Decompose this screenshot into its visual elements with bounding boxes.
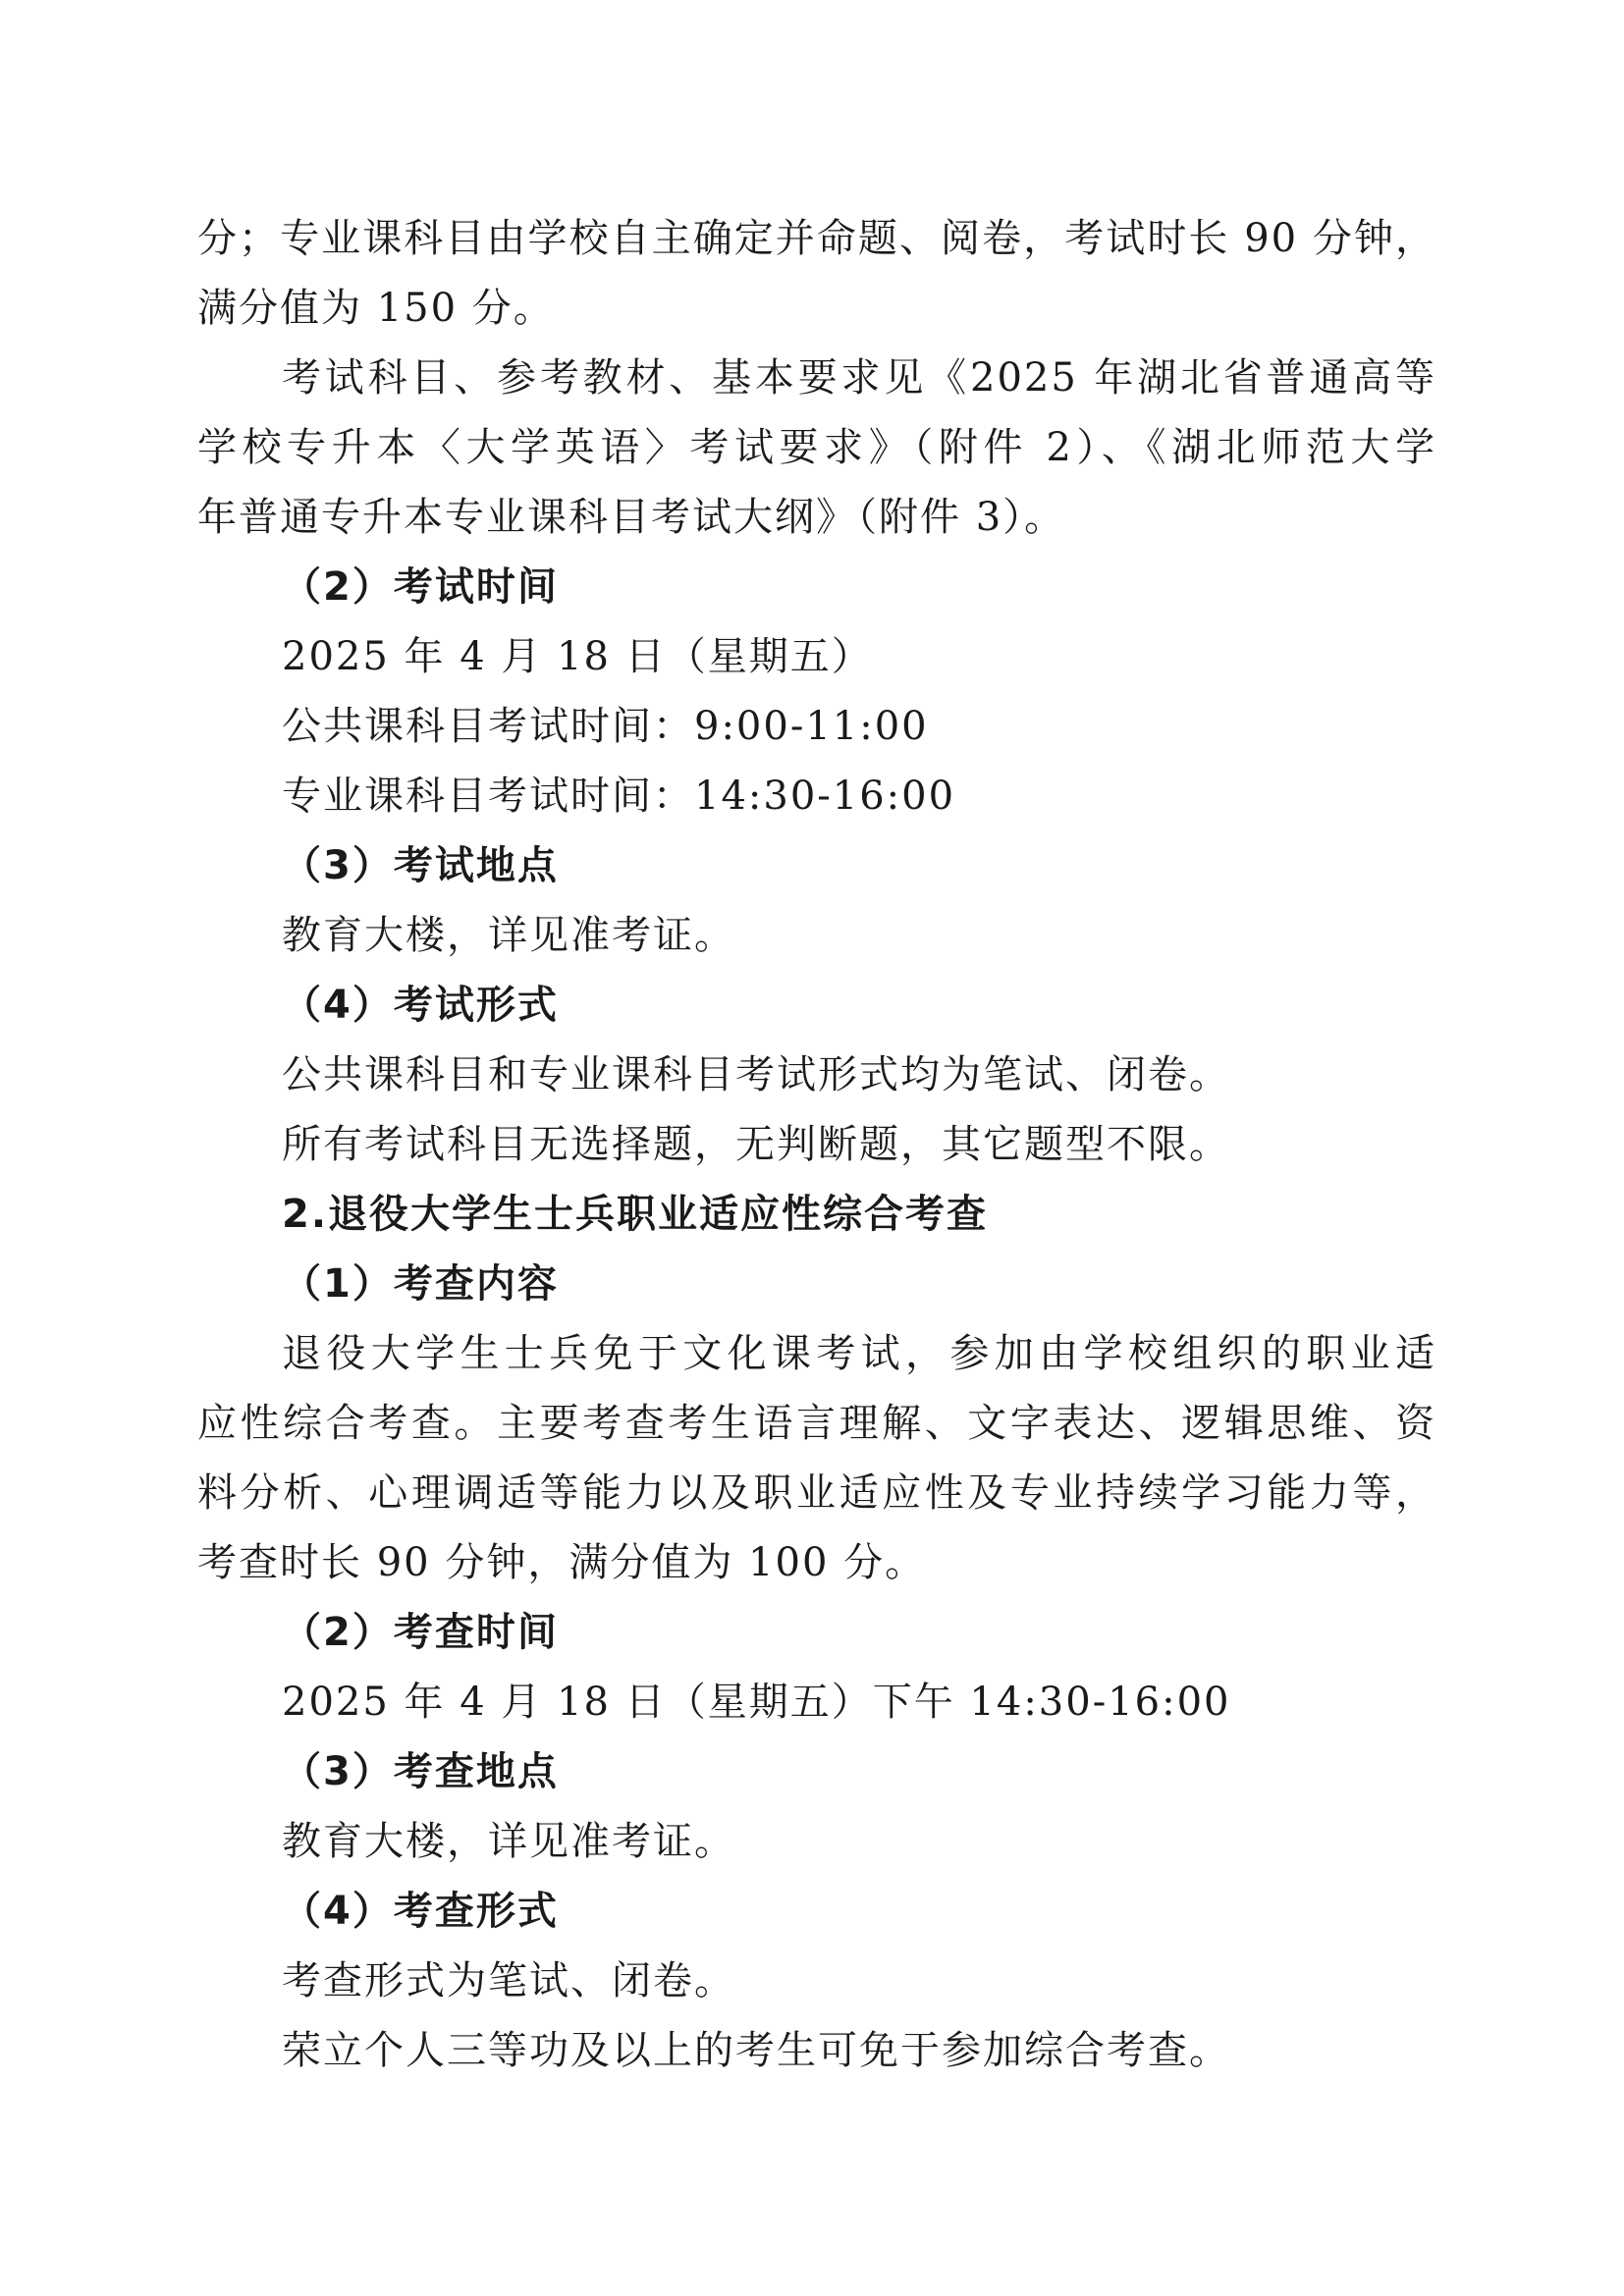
sub-heading-review-content: （1）考查内容	[282, 1261, 559, 1307]
exemption-note: 荣立个人三等功及以上的考生可免于参加综合考查。	[282, 2028, 1230, 2073]
paragraph-line: 考试科目、参考教材、基本要求见《2025 年湖北省普通高等	[282, 355, 1436, 400]
exam-location: 教育大楼，详见准考证。	[282, 913, 735, 958]
public-course-time: 公共课科目考试时间：9:00-11:00	[282, 704, 929, 749]
paragraph-line: 应性综合考查。主要考查考生语言理解、文字表达、逻辑思维、资	[197, 1401, 1436, 1446]
paragraph-line: 料分析、心理调适等能力以及职业适应性及专业持续学习能力等，	[197, 1470, 1436, 1516]
sub-heading-exam-format: （4）考试形式	[282, 983, 559, 1028]
paragraph-line: 年普通专升本专业课科目考试大纲》（附件 3）。	[197, 495, 1066, 540]
exam-question-types: 所有考试科目无选择题，无判断题，其它题型不限。	[282, 1122, 1230, 1167]
review-location: 教育大楼，详见准考证。	[282, 1819, 735, 1864]
sub-heading-exam-location: （3）考试地点	[282, 843, 559, 888]
paragraph-line: 退役大学生士兵免于文化课考试，参加由学校组织的职业适	[282, 1331, 1436, 1376]
sub-heading-review-format: （4）考查形式	[282, 1889, 559, 1934]
paragraph-line: 分；专业课科目由学校自主确定并命题、阅卷，考试时长 90 分钟，	[197, 216, 1436, 261]
paragraph-line: 考查时长 90 分钟，满分值为 100 分。	[197, 1540, 927, 1585]
paragraph-line: 学校专升本〈大学英语〉考试要求》（附件 2）、《湖北师范大学	[197, 425, 1436, 470]
exam-format: 公共课科目和专业课科目考试形式均为笔试、闭卷。	[282, 1052, 1230, 1097]
major-course-time: 专业课科目考试时间：14:30-16:00	[282, 774, 956, 819]
section-heading-veterans: 2.退役大学生士兵职业适应性综合考查	[282, 1192, 989, 1237]
sub-heading-review-location: （3）考查地点	[282, 1749, 559, 1794]
document-body	[197, 204, 1436, 2086]
exam-date: 2025 年 4 月 18 日（星期五）	[282, 634, 873, 679]
paragraph-line: 满分值为 150 分。	[197, 286, 555, 331]
sub-heading-exam-time: （2）考试时间	[282, 564, 559, 610]
review-time: 2025 年 4 月 18 日（星期五）下午 14:30-16:00	[282, 1680, 1231, 1725]
review-format: 考查形式为笔试、闭卷。	[282, 1958, 735, 2003]
sub-heading-review-time: （2）考查时间	[282, 1610, 559, 1655]
